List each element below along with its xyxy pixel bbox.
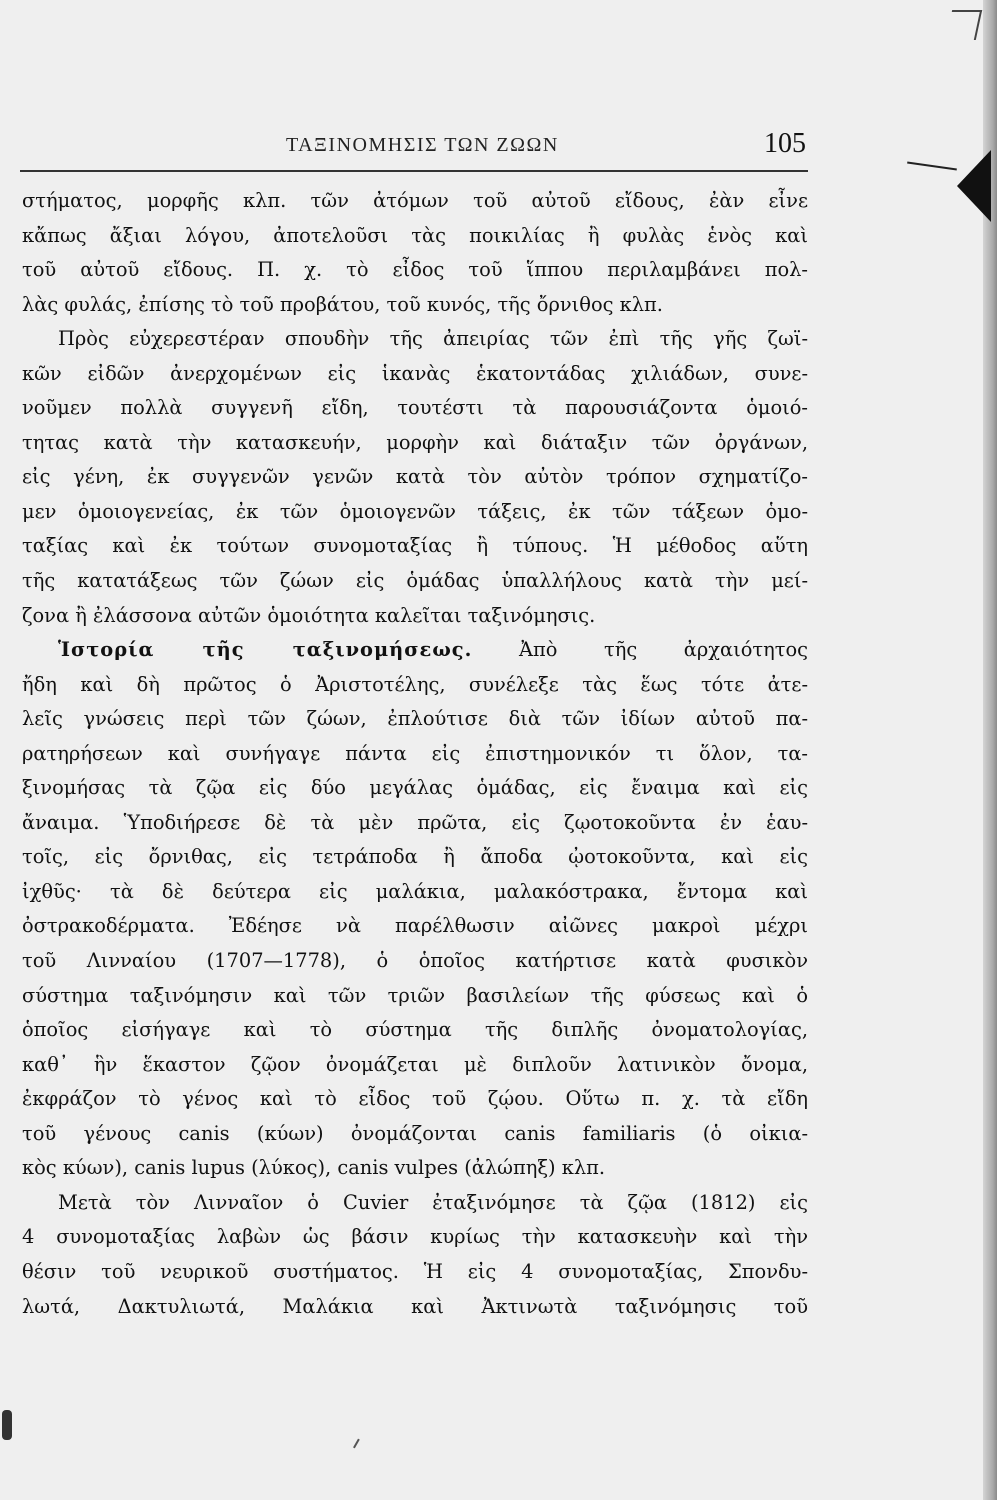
- text-line: τοῦ αὐτοῦ εἴδους. Π. χ. τὸ εἶδος τοῦ ἵππου περιλαμβάνει πολ-: [22, 258, 808, 282]
- history-heading-line: [22, 633, 808, 668]
- text-line: ταξίας καὶ ἐκ τούτων συνομοταξίας ἢ τύπους. Ἡ μέθοδος αὕτη: [22, 534, 808, 558]
- text-line: τοῦ Λινναίου (1707—1778), ὁ ὁποῖος κατήρτισε κατὰ φυσικὸν: [22, 949, 808, 973]
- text-line: κἄπως ἄξιαι λόγου, ἀποτελοῦσι τὰς ποικιλίας ἢ φυλὰς ἑνὸς καὶ: [22, 223, 808, 247]
- page-edge: [983, 0, 997, 1500]
- text-line: Πρὸς εὐχερεστέραν σπουδὴν τῆς ἀπειρίας τῶν ἐπὶ τῆς γῆς ζωϊ-: [58, 327, 808, 351]
- text-line: ξινομήσας τὰ ζῷα εἰς δύο μεγάλας ὁμάδας, εἰς ἔναιμα καὶ εἰς: [22, 776, 808, 800]
- text-line: ὀστρακοδέρματα. Ἐδέησε νὰ παρέλθωσιν αἰῶνες μακροὶ μέχρι: [22, 914, 808, 938]
- page-header: [20, 128, 806, 160]
- text-line: μεν ὁμοιογενείας, ἐκ τῶν ὁμοιογενῶν τάξεις, ἐκ τῶν τάξεων ὁμο-: [22, 499, 808, 523]
- text-line: ἰχθῦς· τὰ δὲ δεύτερα εἰς μαλάκια, μαλακόστρακα, ἔντομα καὶ: [22, 879, 808, 903]
- text-line: λὰς φυλάς, ἐπίσης τὸ τοῦ προβάτου, τοῦ κυνός, τῆς ὄρνιθος κλπ.: [22, 292, 663, 316]
- page-tick-mark: [353, 1439, 365, 1452]
- text-line: τοῦ γένους canis (κύων) ὀνομάζονται canis familiaris (ὁ οἰκια-: [22, 1121, 808, 1145]
- corner-fold-mark: [946, 10, 982, 40]
- heading-continuation: Ἀπὸ τῆς ἀρχαιότητος: [518, 638, 808, 662]
- text-line: τοῖς, εἰς ὄρνιθας, εἰς τετράποδα ἢ ἄποδα ᾠοτοκοῦντα, καὶ εἰς: [22, 845, 808, 869]
- text-line: στήματος, μορφῆς κλπ. τῶν ἀτόμων τοῦ αὐτοῦ εἴδους, ἐὰν εἶνε: [22, 189, 808, 212]
- text-line: ἤδη καὶ δὴ πρῶτος ὁ Ἀριστοτέλης, συνέλεξε τὰς ἕως τότε ἀτε-: [22, 672, 808, 696]
- text-line: νοῦμεν πολλὰ συγγενῆ εἴδη, τουτέστι τὰ παρουσιάζοντα ὁμοιό-: [22, 396, 808, 420]
- text-line: 4 συνομοταξίας λαβὼν ὡς βάσιν κυρίως τὴν κατασκευὴν καὶ τὴν: [22, 1225, 808, 1249]
- text-line: Μετὰ τὸν Λινναῖον ὁ Cuvier ἐταξινόμησε τὰ ζῷα (1812) εἰς: [58, 1190, 808, 1214]
- section-heading: Ἱστορία τῆς ταξινομήσεως.: [58, 638, 473, 662]
- text-line: σύστημα ταξινόμησιν καὶ τῶν τριῶν βασιλείων τῆς φύσεως καὶ ὁ: [22, 983, 808, 1007]
- text-line: καθ᾽ ἣν ἕκαστον ζῷον ὀνομάζεται μὲ διπλοῦν λατινικὸν ὄνομα,: [22, 1052, 808, 1076]
- page-number: 105: [764, 128, 806, 159]
- text-line: λωτά, Δακτυλιωτά, Μαλάκια καὶ Ἀκτινωτὰ ταξινόμησις τοῦ: [22, 1294, 808, 1318]
- margin-smudge: [2, 1410, 12, 1440]
- text-line: τῆς κατατάξεως τῶν ζώων εἰς ὁμάδας ὑπαλλήλους κατὰ τὴν μεί-: [22, 569, 808, 593]
- text-line: κῶν εἰδῶν ἀνερχομένων εἰς ἱκανὰς ἑκατοντάδας χιλιάδων, συνε-: [22, 361, 808, 385]
- body-text: [22, 184, 808, 1324]
- text-line: ἄναιμα. Ὑποδιήρεσε δὲ τὰ μὲν πρῶτα, εἰς ζῳοτοκοῦντα ἐν ἑαυ-: [22, 810, 808, 834]
- header-rule: [20, 170, 808, 172]
- running-title: ΤΑΞΙΝΟΜΗΣΙΣ ΤΩΝ ΖΩΩΝ: [286, 134, 559, 156]
- margin-tear-mark: [957, 150, 991, 222]
- text-line: ρατηρήσεων καὶ συνήγαγε πάντα εἰς ἐπιστημονικόν τι ὅλον, τα-: [22, 741, 808, 765]
- text-line: ὁποῖος εἰσήγαγε καὶ τὸ σύστημα τῆς διπλῆς ὀνοματολογίας,: [22, 1018, 808, 1042]
- text-line: λεῖς γνώσεις περὶ τῶν ζώων, ἐπλούτισε διὰ τῶν ἰδίων αὐτοῦ πα-: [22, 707, 808, 731]
- text-line: ἐκφράζον τὸ γένος καὶ τὸ εἶδος τοῦ ζῴου. Οὕτω π. χ. τὰ εἴδη: [22, 1087, 808, 1111]
- text-line: τητας κατὰ τὴν κατασκευήν, μορφὴν καὶ διάταξιν τῶν ὀργάνων,: [22, 430, 808, 454]
- text-line: θέσιν τοῦ νευρικοῦ συστήματος. Ἡ εἰς 4 συνομοταξίας, Σπονδυ-: [22, 1259, 808, 1283]
- margin-scratch-mark: [907, 162, 957, 171]
- text-line: κὸς κύων), canis lupus (λύκος), canis vulpes (ἀλώπηξ) κλπ.: [22, 1156, 606, 1180]
- text-line: εἰς γένη, ἐκ συγγενῶν γενῶν κατὰ τὸν αὐτὸν τρόπον σχηματίζο-: [22, 465, 808, 489]
- text-line: ζονα ἢ ἐλάσσονα αὐτῶν ὁμοιότητα καλεῖται ταξινόμησις.: [22, 603, 596, 627]
